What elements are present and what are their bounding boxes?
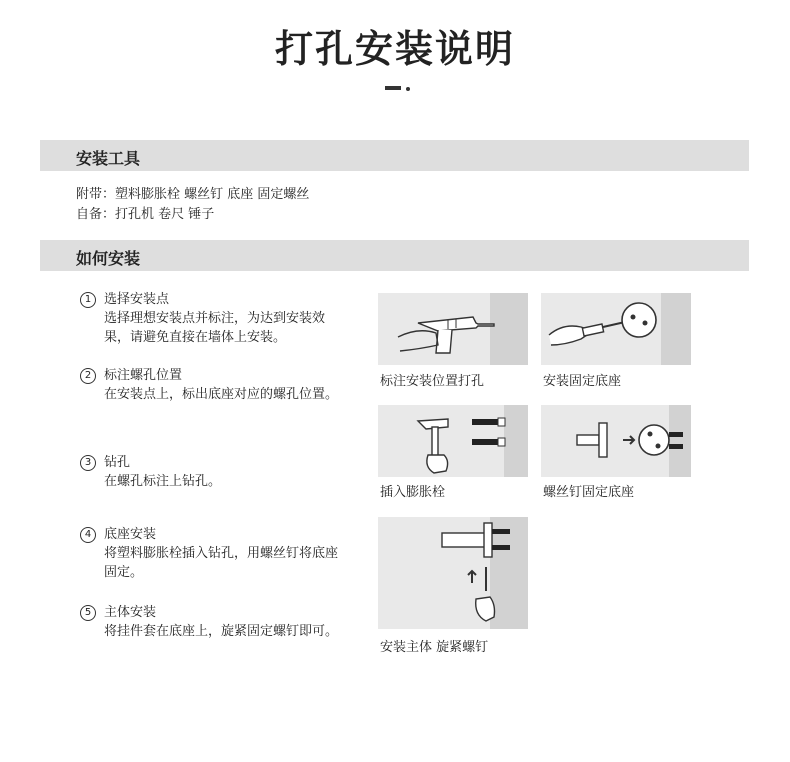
- screwdriver-icon: [541, 293, 691, 365]
- drill-icon: [378, 293, 528, 365]
- step-title: 选择安装点: [104, 292, 170, 307]
- figure-base-plate: [541, 405, 691, 477]
- step-description: 将挂件套在底座上，旋紧固定螺钉即可。: [104, 624, 339, 639]
- mount-body-icon: [378, 517, 528, 629]
- step-number: 4: [80, 527, 96, 543]
- step-title: 标注螺孔位置: [104, 368, 183, 383]
- step-title: 底座安装: [104, 527, 157, 542]
- step-description: 选择理想安装点并标注，为达到安装效果，请避免直接在墙体上安装。: [104, 311, 326, 345]
- figure-hammer: [378, 405, 528, 477]
- figure-caption-mount-body: 安装主体 旋紧螺钉: [380, 640, 489, 655]
- base-plate-icon: [541, 405, 691, 477]
- figure-caption-screwdriver: 安装固定底座: [543, 374, 622, 389]
- tools-included: 附带：塑料膨胀栓 螺丝钉 底座 固定螺丝: [76, 187, 310, 202]
- step-description: 在安装点上，标出底座对应的螺孔位置。: [104, 387, 339, 402]
- section-bar-tools: [40, 140, 749, 171]
- step-title: 钻孔: [104, 455, 131, 470]
- step-title: 主体安装: [104, 605, 157, 620]
- page-title: 打孔安装说明: [274, 27, 515, 71]
- section-heading-tools: 安装工具: [76, 149, 141, 168]
- figure-caption-drill: 标注安装位置打孔: [380, 374, 485, 389]
- figure-drill: [378, 293, 528, 365]
- figure-caption-hammer: 插入膨胀栓: [380, 485, 446, 500]
- step-description: 在螺孔标注上钻孔。: [104, 474, 222, 489]
- figure-mount-body: [378, 517, 528, 629]
- title-underline-dot: [406, 87, 410, 91]
- step-description: 将塑料膨胀栓插入钻孔，用螺丝钉将底座固定。: [104, 546, 339, 580]
- figure-screwdriver: [541, 293, 691, 365]
- hammer-icon: [378, 405, 528, 477]
- section-bar-install: [40, 240, 749, 271]
- figure-caption-base-plate: 螺丝钉固定底座: [543, 485, 635, 500]
- step-number: 2: [80, 368, 96, 384]
- step-number: 5: [80, 605, 96, 621]
- step-number: 1: [80, 292, 96, 308]
- section-heading-install: 如何安装: [76, 249, 141, 268]
- tools-list: [76, 185, 309, 225]
- title-underline: [385, 86, 401, 90]
- tools-self-provided: 自备：打孔机 卷尺 锤子: [76, 207, 215, 222]
- step-number: 3: [80, 455, 96, 471]
